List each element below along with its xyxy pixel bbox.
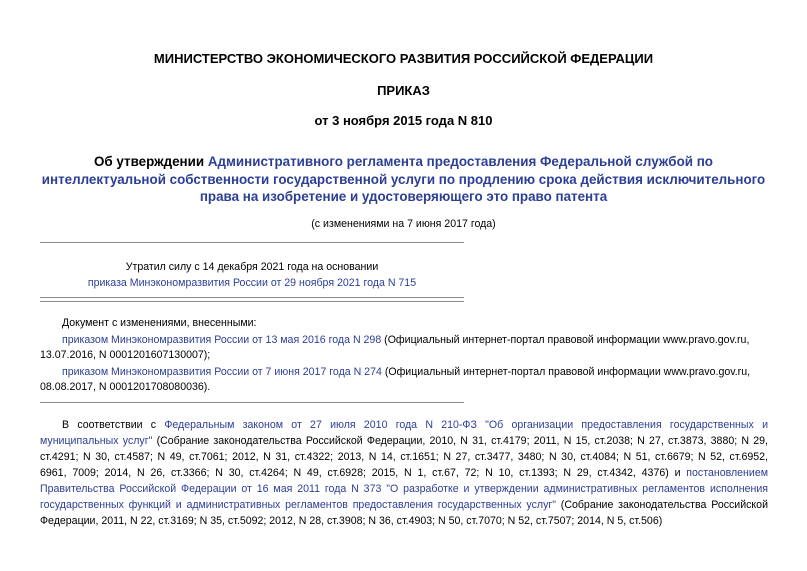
divider [40,402,464,403]
amendment-2017-source: (Официальный интернет-портал правовой информации www.pravo.gov.ru, [381,366,751,378]
lost-force-text: Утратил силу с 14 декабря 2021 года на основании [125,261,379,273]
document-title [30,153,777,206]
ministry-heading: МИНИСТЕРСТВО ЭКОНОМИЧЕСКОГО РАЗВИТИЯ РОССИЙСКОЙ ФЕДЕРАЦИИ [153,51,654,66]
federal-law-link-cont[interactable]: муниципальных услуг" [40,435,153,447]
paragraph-line [62,418,768,434]
lost-force-order-link[interactable]: приказа Минэкономразвития России от 29 ноября 2021 года N 715 [87,277,417,289]
amendment-2017-link[interactable]: приказом Минэкономразвития России от 7 июня 2017 года N 274 [62,366,382,378]
document-date-number: от 3 ноября 2015 года N 810 [314,113,493,128]
paragraph-line [40,498,768,514]
amendment-2017-date: 08.08.2017, N 0001201708080036). [40,381,211,393]
paragraph-line [40,434,768,450]
amendment-item [62,365,750,381]
divider [40,242,464,243]
government-decree-link[interactable]: постановлением [686,467,768,479]
paragraph-line [40,466,768,482]
amendments-intro: Документ с изменениями, внесенными: [62,317,257,329]
amendment-2016-source: (Официальный интернет-портал правовой информации www.pravo.gov.ru, [381,334,750,346]
amendment-item [62,333,749,349]
title-prefix: Об утверждении [94,154,208,169]
paragraph-line: ст.4291; N 30, ст.4587; N 49, ст.7061; 2012, N 31, ст.4322; 2013, N 14, ст.1651; N 27, ст.3477, 3480; N 30, ст.4084; N 51, ст.6679; N 52, ст.6952, [40,451,768,463]
paragraph-text: (Собрание законодательства Российской [556,499,768,511]
changes-note: (с изменениями на 7 июня 2017 года) [311,218,496,230]
regulation-link[interactable]: Административного регламента предоставления Федеральной службой по интеллектуальной собственности государственной услуги по продлению срока действия исключительного права на изобретение и удостоверяющего это право патента [41,154,766,204]
document-type-heading: ПРИКАЗ [377,83,430,98]
amendment-2016-link[interactable]: приказом Минэкономразвития России от 13 мая 2016 года N 298 [62,334,382,346]
paragraph-text: (Собрание законодательства Российской Федерации, 2010, N 31, ст.4179; 2011, N 15, ст.2038; N 27, ст.3873, 3880; N 29, [152,435,768,447]
government-decree-link-end[interactable]: государственных функций и административных регламентов предоставления государственных услуг" [40,499,556,511]
paragraph-text: 6961, 7009; 2014, N 26, ст.3366; N 30, ст.4264; N 49, ст.6928; 2015, N 1, ст.67, 72; N 10, ст.1393; N 29, ст.4342, 4376) и [40,467,687,479]
paragraph-text: В соответствии с [62,419,165,431]
federal-law-link[interactable]: Федеральным законом от 27 июля 2010 года N 210-ФЗ "Об организации предоставления государственных и [164,419,768,431]
amendment-2016-date: 13.07.2016, N 0001201607130007); [40,349,211,361]
divider [40,301,464,302]
divider [40,297,464,298]
paragraph-line: Федерации, 2011, N 22, ст.3169; N 35, ст.5092; 2012, N 28, ст.3908; N 36, ст.4903; N 50, ст.7070; N 52, ст.7507; 2014, N 5, ст.506) [40,515,663,527]
government-decree-link-cont[interactable]: Правительства Российской Федерации от 16 мая 2011 года N 373 "О разработке и утверждении административных регламентов исполнения [40,483,768,495]
